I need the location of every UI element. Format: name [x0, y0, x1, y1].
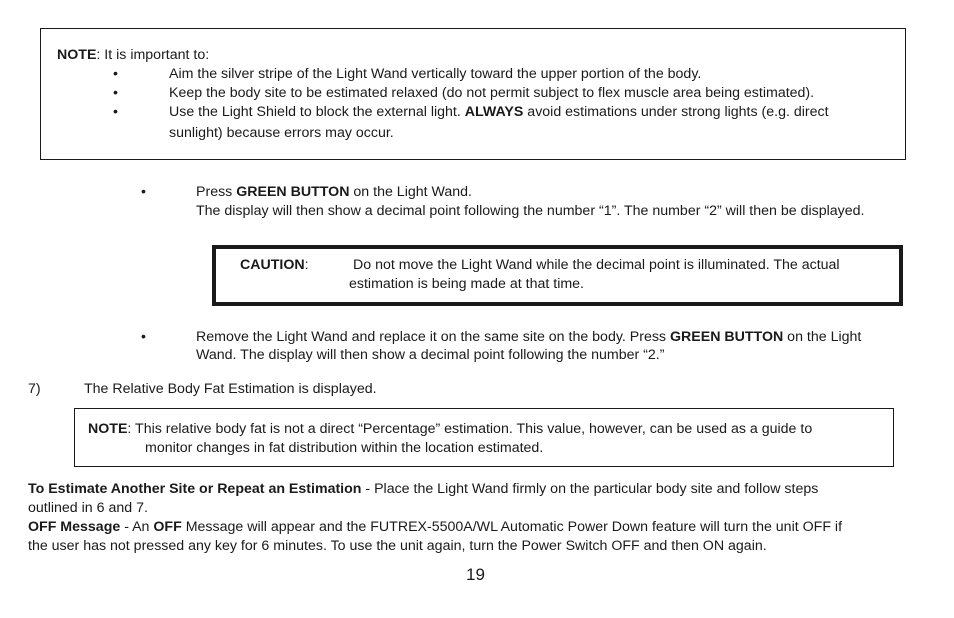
- off-message-line2: the user has not pressed any key for 6 minutes. To use the unit again, turn the Power Switch OFF and then ON again.: [28, 538, 767, 554]
- caution-text-line1: Do not move the Light Wand while the decimal point is illuminated. The actual: [353, 257, 840, 273]
- off-message-heading: OFF Message: [28, 519, 121, 535]
- bullet: •: [141, 329, 146, 345]
- repeat-text: - Place the Light Wand firmly on the particular body site and follow steps: [361, 481, 819, 497]
- repeat-heading: To Estimate Another Site or Repeat an Estimation: [28, 481, 362, 497]
- note-item-3-bold: ALWAYS: [464, 104, 524, 120]
- bullet: •: [113, 85, 118, 101]
- note-item-3-post: avoid estimations under strong lights (e.g. direct: [523, 104, 829, 120]
- off-text: Message will appear and the FUTREX-5500A/WL Automatic Power Down feature will turn the unit OFF if: [181, 519, 843, 535]
- step-7-text: The Relative Body Fat Estimation is displayed.: [84, 381, 377, 397]
- off-text: - An: [120, 519, 154, 535]
- bullet: •: [113, 66, 118, 82]
- green-button-label: GREEN BUTTON: [236, 184, 350, 200]
- note-item-3-line2: sunlight) because errors may occur.: [169, 125, 394, 141]
- repeat-paragraph-line2: outlined in 6 and 7.: [28, 500, 148, 516]
- note-intro-line: [57, 46, 209, 65]
- caution-colon: :: [304, 257, 309, 273]
- note-label: NOTE: [57, 47, 97, 63]
- note2-text: : This relative body fat is not a direct “Percentage” estimation. This value, however, can be used as a guide to: [127, 421, 813, 437]
- note-label: NOTE: [88, 421, 128, 437]
- step-text: Remove the Light Wand and replace it on the same site on the body. Press: [196, 329, 670, 345]
- green-button-label: GREEN BUTTON: [669, 329, 784, 345]
- step-text: on the Light: [783, 329, 862, 345]
- step-text: on the Light Wand.: [349, 184, 472, 200]
- note-item-1: Aim the silver stripe of the Light Wand vertically toward the upper portion of the body.: [169, 66, 702, 82]
- step-remove-light-wand: [196, 328, 861, 347]
- note-item-3: [169, 103, 829, 122]
- bullet: •: [113, 104, 118, 120]
- caution-label: CAUTION: [240, 257, 305, 273]
- step-remove-light-wand-line2: Wand. The display will then show a decimal point following the number “2.”: [196, 347, 665, 363]
- note-intro: : It is important to:: [96, 47, 210, 63]
- note2-line1: [88, 420, 812, 439]
- note-item-3-pre: Use the Light Shield to block the external light.: [169, 104, 465, 120]
- step-press-green-button: [196, 183, 472, 202]
- note2-line2: monitor changes in fat distribution within the location estimated.: [145, 440, 544, 456]
- bullet: •: [141, 184, 146, 200]
- caution-text-line2: estimation is being made at that time.: [349, 276, 585, 292]
- step-number: 7): [28, 381, 41, 397]
- caution-line1: [240, 256, 309, 275]
- page-number: 19: [466, 565, 485, 584]
- step-text: Press: [196, 184, 237, 200]
- off-bold: OFF: [153, 519, 182, 535]
- step-press-green-button-line2: The display will then show a decimal point following the number “1”. The number “2” will then be displayed.: [196, 203, 865, 219]
- off-message-line1: [28, 518, 842, 537]
- note-item-2: Keep the body site to be estimated relaxed (do not permit subject to flex muscle area being estimated).: [169, 85, 815, 101]
- repeat-paragraph-line1: [28, 480, 818, 499]
